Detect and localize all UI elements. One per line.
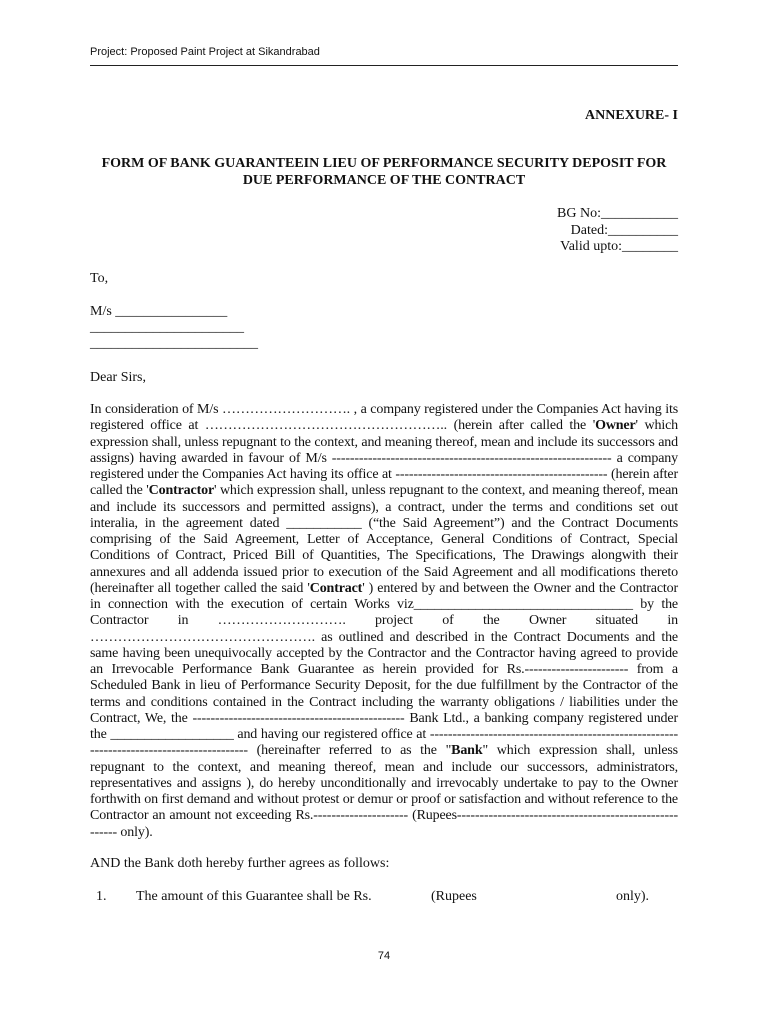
contract-term: Contract — [309, 580, 363, 596]
item-rupees: (Rupees — [431, 889, 477, 904]
form-title-line-2: DUE PERFORMANCE OF THE CONTRACT — [242, 173, 526, 188]
header-divider — [90, 65, 678, 66]
form-title — [90, 155, 678, 189]
contractor-term: Contractor — [148, 483, 215, 499]
annexure-label: ANNEXURE- I — [585, 108, 678, 123]
body-part-1: In consideration of M/s ………………………. , a company registered under the Companies Act having its registered office at …………………………………………….. (herein after called the ' — [90, 402, 678, 434]
item-number: 1. — [96, 889, 107, 904]
bg-details — [557, 206, 678, 256]
bg-valid-upto: Valid upto:________ — [560, 239, 678, 254]
guarantee-body-paragraph — [90, 402, 678, 841]
address-line-3: ________________________ — [90, 336, 258, 351]
to-label: To, — [90, 271, 109, 286]
bank-agrees-line: AND the Bank doth hereby further agrees as follows: — [90, 856, 390, 871]
project-header: Project: Proposed Paint Project at Sikandrabad — [90, 46, 320, 58]
form-title-line-1: FORM OF BANK GUARANTEEIN LIEU OF PERFORMANCE SECURITY DEPOSIT FOR — [101, 156, 667, 171]
body-part-5: " which expression shall, unless repugnant to the context, and meaning thereof, mean and include our successors, administrators, representatives and assigns ), do hereby unconditionally and irrevocably undertake to pay to the Owner forthwith on first demand and without protest or demur or proof or satisfaction and without reference to the Contractor an amount not exceeding Rs.--------------------- (Rupees------------------------------------------------------- only). — [90, 743, 678, 840]
bg-dated: Dated:__________ — [570, 222, 678, 238]
salutation: Dear Sirs, — [90, 370, 146, 385]
body-part-4: ' ) entered by and between the Owner and the Contractor in connection with the execution of certain Works viz________________________________ by the Contractor in ………………………. project of the Owner situated in …………………………………………. as outlined and described in the Contract Documents and the same having been unequivocally accepted by the Contractor and the Contractor having agreed to provide an Irrevocable Performance Bank Guarantee as herein provided for Rs.----------------------- from a Scheduled Bank in lieu of Performance Security Deposit, for the due fulfillment by the Contractor of the terms and conditions contained in the Contract including the warranty obligations / liabilities under the Contract, We, the ----------------------------------------------- Bank Ltd., a banking company registered under the __________________ and having our registered office at ------------------------------------------------------------------------------------------ (hereinafter referred to as the " — [90, 580, 678, 759]
address-line-1: M/s ________________ — [90, 304, 228, 319]
item-text: The amount of this Guarantee shall be Rs. — [136, 889, 372, 904]
addressee-block — [90, 304, 258, 352]
body-part-3: ' which expression shall, unless repugnant to the context, and meaning thereof, mean and include its successors and permitted assigns), a contract, under the terms and conditions set out interalia, in the agreement dated ___________ (“the Said Agreement”) and the Contract Documents comprising of the Said Agreement, Letter of Acceptance, General Conditions of Contract, Special Conditions of Contract, Priced Bill of Quantities, The Specifications, The Drawings alongwith their annexures and all addenda issued prior to execution of the Said Agreement and all modifications thereto (hereinafter all together called the said ' — [90, 483, 678, 596]
page-number: 74 — [377, 950, 391, 962]
bg-number: BG No:___________ — [557, 206, 678, 221]
bank-term: Bank — [451, 743, 483, 759]
body-part-2: ' which expression shall, unless repugnant to the context, and meaning thereof, mean and include its successors and assigns) having awarded in favour of M/s -------------------------------------------------------------- a company registered under the Companies Act having its office at ----------------------------------------------- (herein after called the ' — [90, 418, 678, 499]
address-line-2: ______________________ — [90, 320, 244, 335]
item-only: only). — [616, 889, 650, 904]
owner-term: Owner — [595, 418, 636, 434]
